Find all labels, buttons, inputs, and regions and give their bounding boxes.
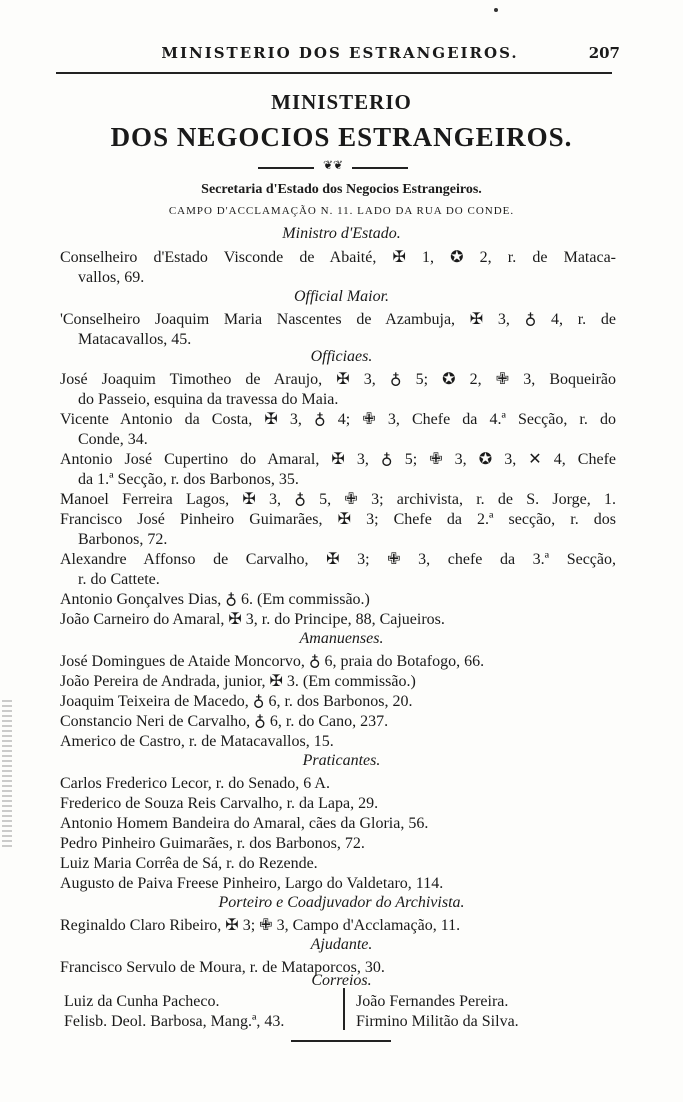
ornament-flourish-icon: ❦❦ <box>322 158 344 172</box>
entry-line: Reginaldo Claro Ribeiro, ✠ 3; ✙ 3, Campo d'Acclamação, 11. <box>60 917 461 934</box>
margin-stain <box>2 700 12 850</box>
entry-line: Manoel Ferreira Lagos, ✠ 3, ♁ 5, ✙ 3; archivista, r. de S. Jorge, 1. <box>60 491 616 508</box>
entry-line: r. do Cattete. <box>78 571 160 588</box>
section-correios: Correios. <box>311 972 372 989</box>
entry-line: Carlos Frederico Lecor, r. do Senado, 6 A. <box>60 775 330 792</box>
secretaria-heading: Secretaria d'Estado dos Negocios Estrangeiros. <box>201 182 482 197</box>
entry-line: João Carneiro do Amaral, ✠ 3, r. do Principe, 88, Cajueiros. <box>60 611 445 628</box>
entry-line: Luiz Maria Corrêa de Sá, r. do Rezende. <box>60 855 318 872</box>
entry-line: Matacavallos, 45. <box>78 331 192 348</box>
running-head <box>60 44 620 66</box>
section-porteiro: Porteiro e Coadjuvador do Archivista. <box>218 894 465 911</box>
entry-line: Frederico de Souza Reis Carvalho, r. da Lapa, 29. <box>60 795 379 812</box>
ornament-rule-left <box>258 167 314 169</box>
entry-line: José Domingues de Ataide Moncorvo, ♁ 6, praia do Botafogo, 66. <box>60 653 485 670</box>
office-address: CAMPO D'ACCLAMAÇÃO N. 11. LADO DA RUA DO CONDE. <box>168 205 515 217</box>
entry-line: do Passeio, esquina da travessa do Maia. <box>78 391 339 408</box>
entry-line: Pedro Pinheiro Guimarães, r. dos Barbonos, 72. <box>60 835 365 852</box>
section-praticantes: Praticantes. <box>302 752 381 769</box>
section-officiaes: Officiaes. <box>310 348 373 365</box>
entry-line: Antonio José Cupertino do Amaral, ✠ 3, ♁ 5; ✙ 3, ✪ 3, ✕ 4, Chefe <box>60 451 616 468</box>
entry-line: Barbonos, 72. <box>78 531 168 548</box>
ornament-rule-right <box>352 167 408 169</box>
entry-line: Antonio Homem Bandeira do Amaral, cães da Gloria, 56. <box>60 815 429 832</box>
section-amanuenses: Amanuenses. <box>299 630 384 647</box>
section-ajudante: Ajudante. <box>310 936 373 953</box>
entry-line: João Pereira de Andrada, junior, ✠ 3. (Em commissão.) <box>60 673 416 690</box>
entry-line: Conde, 34. <box>78 431 148 448</box>
entry-line: Francisco Servulo de Moura, r. de Mataporcos, 30. <box>60 959 385 976</box>
correio-right-1: João Fernandes Pereira. <box>356 993 509 1010</box>
entry-line: da 1.ª Secção, r. dos Barbonos, 35. <box>78 471 299 488</box>
entry-line: Francisco José Pinheiro Guimarães, ✠ 3; Chefe da 2.ª secção, r. dos <box>60 511 616 528</box>
section-ministro: Ministro d'Estado. <box>282 225 401 242</box>
correio-left-2: Felisb. Deol. Barbosa, Mang.ª, 43. <box>64 1013 285 1030</box>
entry-line: Joaquim Teixeira de Macedo, ♁ 6, r. dos Barbonos, 20. <box>60 693 413 710</box>
entry-line: Constancio Neri de Carvalho, ♁ 6, r. do Cano, 237. <box>60 713 389 730</box>
correio-left-1: Luiz da Cunha Pacheco. <box>64 993 220 1010</box>
column-divider <box>343 988 345 1030</box>
ink-speck <box>494 8 498 12</box>
correio-right-2: Firmino Militão da Silva. <box>356 1013 519 1030</box>
entry-line: vallos, 69. <box>78 269 145 286</box>
entry-line: Alexandre Affonso de Carvalho, ✠ 3; ✙ 3, chefe da 3.ª Secção, <box>60 551 616 568</box>
entry-line: Conselheiro d'Estado Visconde de Abaité, ✠ 1, ✪ 2, r. de Mataca- <box>60 249 616 266</box>
entry-line: Americo de Castro, r. de Matacavallos, 15. <box>60 733 334 750</box>
entry-line: Antonio Gonçalves Dias, ♁ 6. (Em commissão.) <box>60 591 370 608</box>
header-rule <box>56 72 612 74</box>
title-ornament <box>258 158 408 173</box>
entry-line: 'Conselheiro Joaquim Maria Nascentes de Azambuja, ✠ 3, ♁ 4, r. de <box>60 311 616 328</box>
title-line-2: DOS NEGOCIOS ESTRANGEIROS. <box>110 122 573 152</box>
title-line-1: MINISTERIO <box>271 90 412 114</box>
entry-line: Vicente Antonio da Costa, ✠ 3, ♁ 4; ✙ 3, Chefe da 4.ª Secção, r. do <box>60 411 616 428</box>
page-number: 207 <box>588 44 620 62</box>
entry-line: José Joaquim Timotheo de Araujo, ✠ 3, ♁ 5; ✪ 2, ✙ 3, Boqueirão <box>60 371 616 388</box>
section-official-maior: Official Maior. <box>293 288 390 305</box>
running-title: MINISTERIO DOS ESTRANGEIROS. <box>161 44 519 62</box>
end-rule <box>291 1040 391 1042</box>
entry-line: Augusto de Paiva Freese Pinheiro, Largo do Valdetaro, 114. <box>60 875 444 892</box>
